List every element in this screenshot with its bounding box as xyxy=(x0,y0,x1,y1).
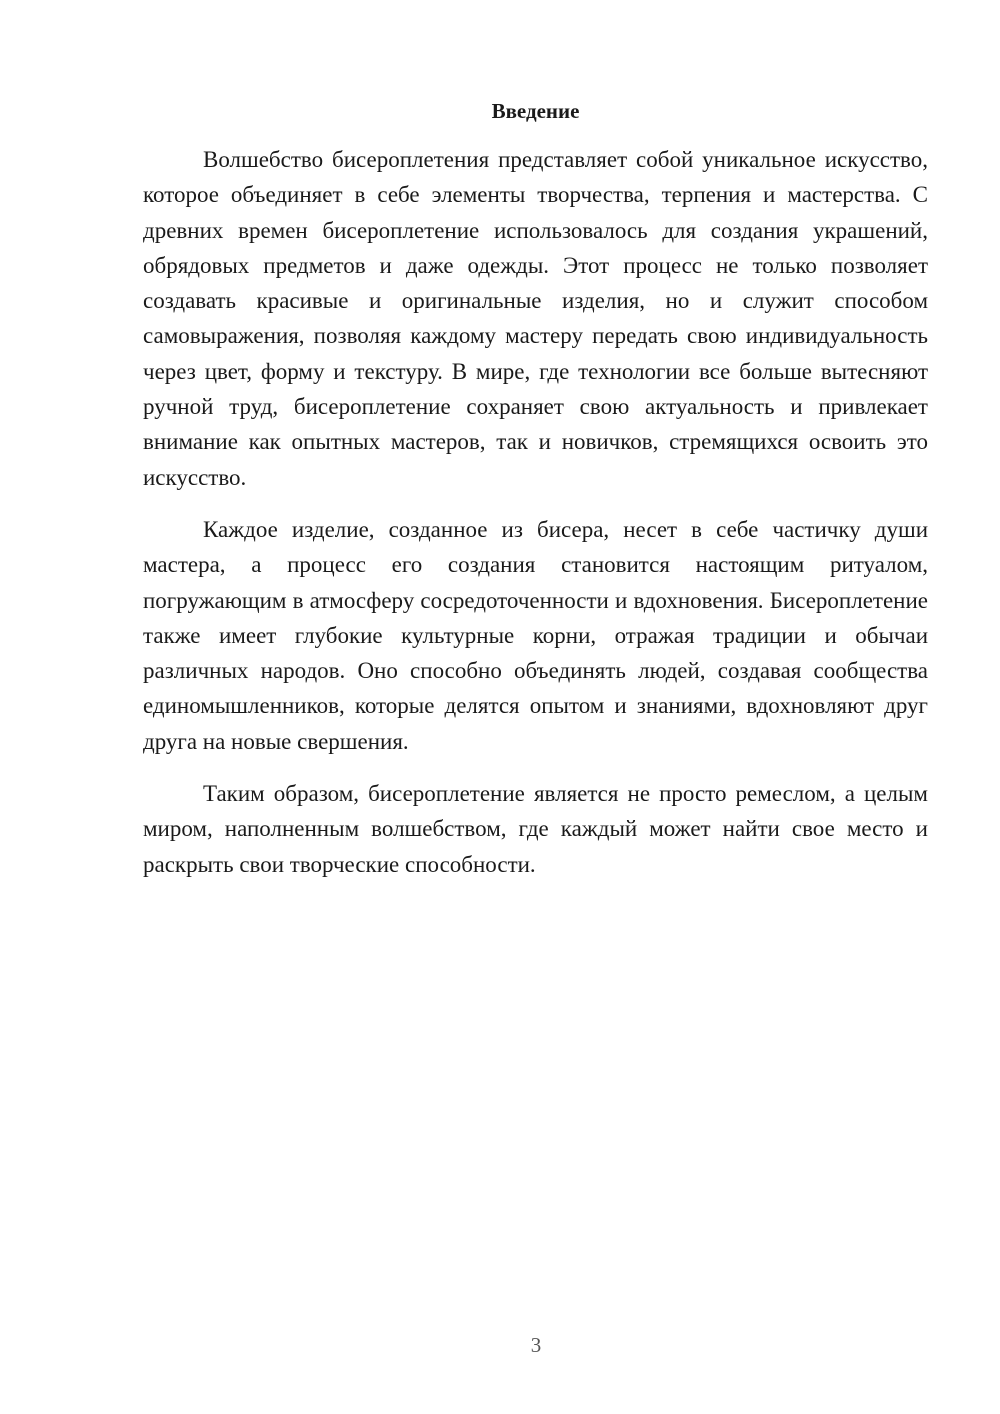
paragraph-2: Каждое изделие, созданное из бисера, несет в себе частичку души мастера, а процесс его создания становится настоящим ритуалом, погружающим в атмосферу сосредоточенности и вдохновения. Бисероплетение также имеет глубокие культурные корни, отражая традиции и обычаи различных народов. Оно способно объединять людей, создавая сообщества единомышленников, которые делятся опытом и знаниями, вдохновляют друг друга на новые свершения. xyxy=(143,516,928,754)
section-title: Введение xyxy=(491,99,580,123)
page-number: 3 xyxy=(530,1333,542,1357)
paragraph-3: Таким образом, бисероплетение является не просто ремеслом, а целым миром, наполненным волшебством, где каждый может найти свое место и раскрыть свои творческие способности. xyxy=(143,781,928,877)
paragraph-1: Волшебство бисероплетения представляет собой уникальное искусство, которое объединяет в себе элементы творчества, терпения и мастерства. С древних времен бисероплетение использовалось для создания украшений, обрядовых предметов и даже одежды. Этот процесс не только позволяет создавать красивые и оригинальные изделия, но и служит способом самовыражения, позволяя каждому мастеру передать свою индивидуальность через цвет, форму и текстуру. В мире, где технологии все больше вытесняют ручной труд, бисероплетение сохраняет свою актуальность и привлекает внимание как опытных мастеров, так и новичков, стремящихся освоить это искусство. xyxy=(143,147,928,490)
page-content xyxy=(143,94,928,899)
